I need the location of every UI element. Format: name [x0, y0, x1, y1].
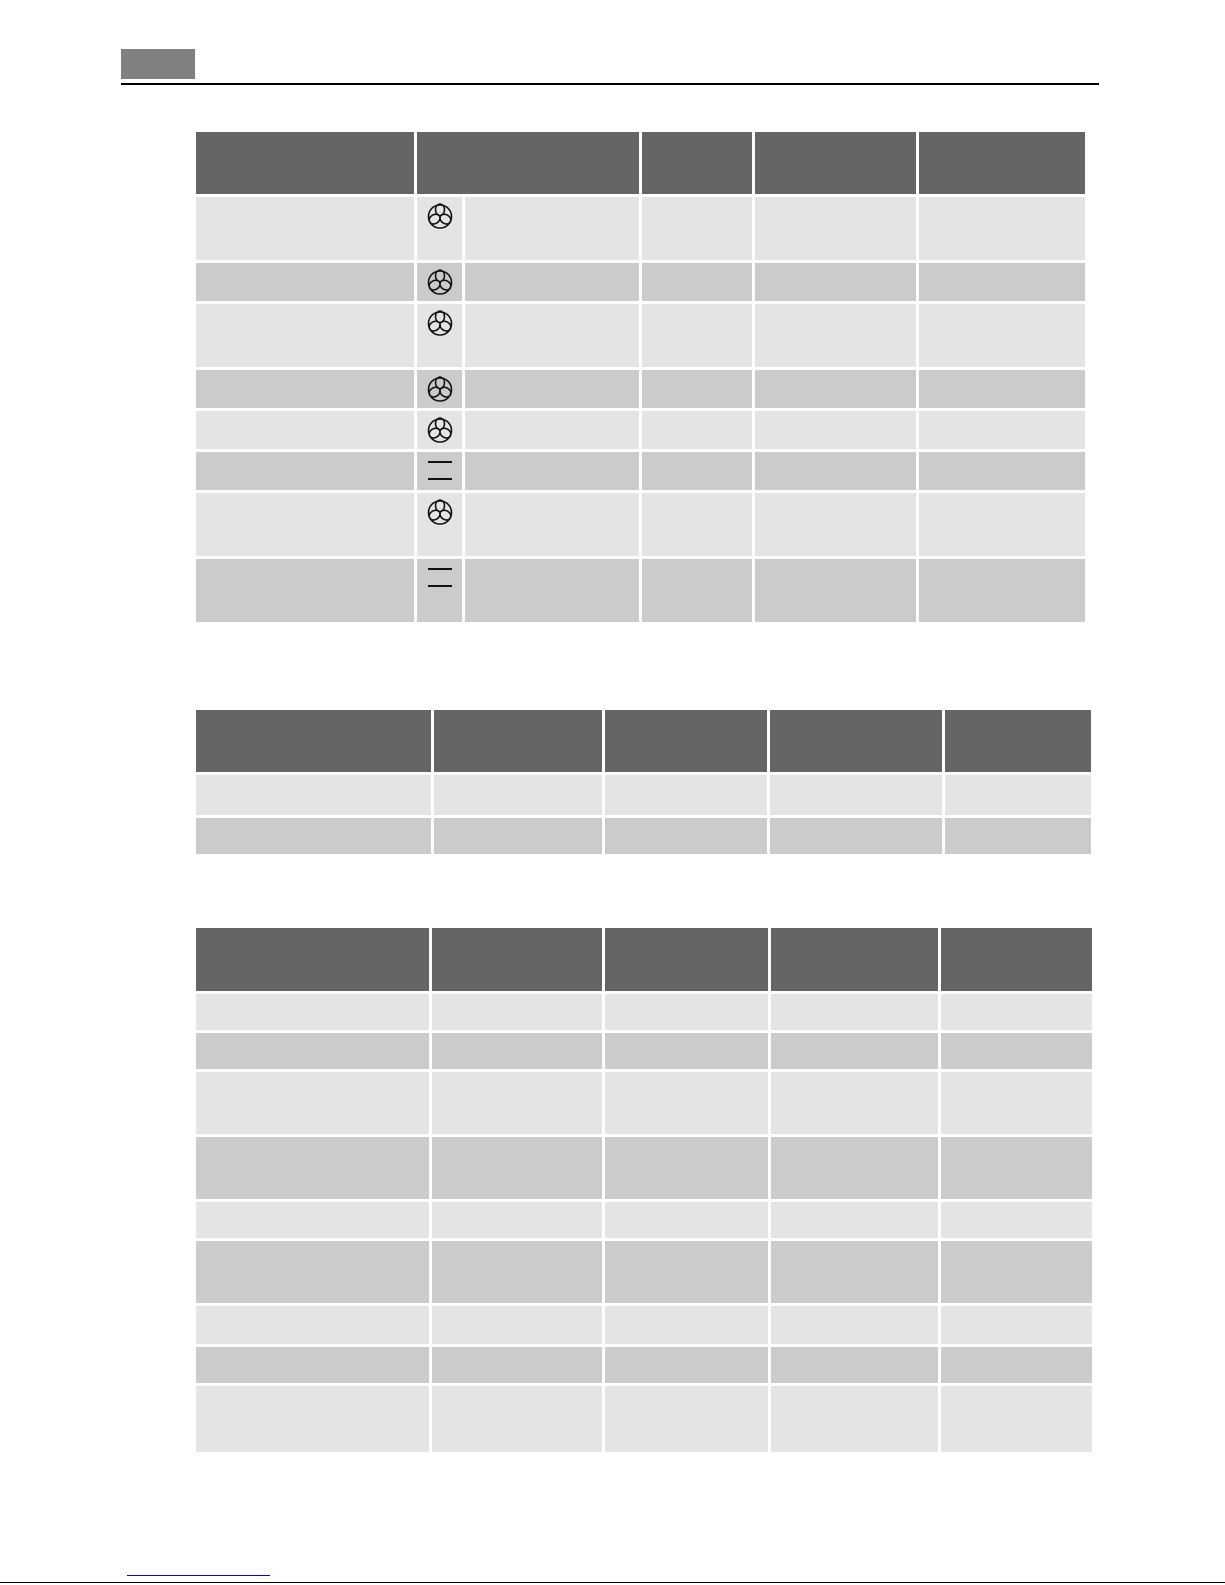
table-cell [941, 1072, 1092, 1134]
fan-icon [425, 374, 455, 404]
table-cell [755, 559, 916, 622]
table-cell [196, 452, 414, 490]
icon-cell [417, 452, 462, 490]
table-cell [941, 1033, 1092, 1069]
table-cell [642, 411, 752, 449]
table-cell [642, 452, 752, 490]
table-cell [771, 1202, 938, 1238]
table-cell [642, 559, 752, 622]
table-cell [196, 1347, 429, 1383]
table-1-header-cell [417, 132, 639, 194]
table-cell [642, 197, 752, 260]
table-row [196, 559, 1085, 622]
table-row [196, 493, 1085, 556]
table-cell [771, 1241, 938, 1303]
table-row [196, 411, 1085, 449]
table-3 [193, 925, 1095, 1455]
table-1-header-cell [196, 132, 414, 194]
table-cell [919, 304, 1085, 367]
table-3-header-cell [771, 928, 938, 991]
table-cell [432, 1347, 602, 1383]
fan-icon [425, 201, 455, 231]
table-cell [941, 1347, 1092, 1383]
table-cell [196, 370, 414, 408]
icon-cell [417, 197, 462, 260]
table-cell [755, 263, 916, 301]
table-cell [196, 1033, 429, 1069]
table-cell [432, 994, 602, 1030]
footer-rule [0, 1582, 1225, 1583]
table-cell [432, 1033, 602, 1069]
table-cell [465, 304, 639, 367]
table-3-header-cell [941, 928, 1092, 991]
table-cell [919, 493, 1085, 556]
table-row [196, 1072, 1092, 1134]
table-cell [642, 370, 752, 408]
table-cell [605, 1347, 768, 1383]
table-cell [196, 263, 414, 301]
table-cell [432, 1072, 602, 1134]
table-2-header-cell [770, 710, 942, 772]
table-cell [196, 1241, 429, 1303]
page-number-tab [121, 49, 195, 79]
table-cell [432, 1386, 602, 1452]
table-cell [941, 1386, 1092, 1452]
table-cell [605, 1241, 768, 1303]
table-cell [196, 493, 414, 556]
table-cell [196, 1202, 429, 1238]
table-cell [755, 411, 916, 449]
table-cell [755, 452, 916, 490]
fan-icon [425, 267, 455, 297]
table-cell [196, 818, 431, 854]
table-2-header-cell [434, 710, 602, 772]
table-cell [196, 1306, 429, 1344]
table-cell [941, 994, 1092, 1030]
table-1 [193, 129, 1088, 625]
table-cell [465, 370, 639, 408]
table-cell [465, 197, 639, 260]
table-cell [919, 452, 1085, 490]
footer-link[interactable] [127, 1575, 270, 1576]
table-cell [605, 1306, 768, 1344]
table-cell [919, 263, 1085, 301]
table-1-header-cell [755, 132, 916, 194]
table-row [196, 197, 1085, 260]
table-cell [919, 411, 1085, 449]
table-cell [755, 370, 916, 408]
table-cell [196, 304, 414, 367]
table-cell [432, 1202, 602, 1238]
table-row [196, 1306, 1092, 1344]
table-cell [196, 775, 431, 815]
table-1-header-cell [919, 132, 1085, 194]
table-cell [465, 452, 639, 490]
table-cell [434, 818, 602, 854]
table-2-header-cell [605, 710, 767, 772]
table-cell [605, 1072, 768, 1134]
table-row [196, 1347, 1092, 1383]
table-2-header-cell [945, 710, 1091, 772]
table-cell [771, 994, 938, 1030]
table-cell [771, 1347, 938, 1383]
table-cell [642, 304, 752, 367]
table-cell [605, 994, 768, 1030]
table-cell [465, 411, 639, 449]
table-cell [605, 1137, 768, 1199]
icon-cell [417, 263, 462, 301]
table-cell [771, 1072, 938, 1134]
icon-cell [417, 370, 462, 408]
table-cell [432, 1137, 602, 1199]
table-cell [196, 1072, 429, 1134]
table-3-header-cell [605, 928, 768, 991]
table-cell [771, 1033, 938, 1069]
table-cell [434, 775, 602, 815]
table-cell [605, 1386, 768, 1452]
table-cell [945, 818, 1091, 854]
table-3-header-cell [196, 928, 429, 991]
table-row [196, 1202, 1092, 1238]
table-cell [919, 559, 1085, 622]
table-cell [196, 1386, 429, 1452]
table-cell [755, 493, 916, 556]
icon-cell [417, 493, 462, 556]
table-cell [755, 197, 916, 260]
table-cell [770, 818, 942, 854]
table-cell [941, 1202, 1092, 1238]
table-cell [771, 1137, 938, 1199]
header-rule [121, 83, 1099, 85]
table-1-header-cell [642, 132, 752, 194]
table-cell [941, 1241, 1092, 1303]
table-cell [755, 304, 916, 367]
table-row [196, 994, 1092, 1030]
fan-icon [425, 415, 455, 445]
table-cell [642, 263, 752, 301]
table-cell [605, 1202, 768, 1238]
table-row [196, 1241, 1092, 1303]
table-cell [770, 775, 942, 815]
table-cell [196, 994, 429, 1030]
table-3-header-cell [432, 928, 602, 991]
table-row [196, 370, 1085, 408]
fan-icon [425, 497, 455, 527]
top-bottom-heat-icon [425, 456, 455, 486]
table-row [196, 304, 1085, 367]
table-cell [941, 1306, 1092, 1344]
table-row [196, 1386, 1092, 1452]
table-row [196, 263, 1085, 301]
icon-cell [417, 559, 462, 622]
table-cell [642, 493, 752, 556]
table-cell [465, 559, 639, 622]
table-cell [919, 197, 1085, 260]
table-cell [196, 559, 414, 622]
icon-cell [417, 304, 462, 367]
table-row [196, 775, 1091, 815]
table-cell [941, 1137, 1092, 1199]
table-cell [432, 1241, 602, 1303]
table-2 [193, 707, 1094, 857]
top-bottom-heat-icon [425, 563, 455, 593]
table-cell [605, 775, 767, 815]
table-cell [432, 1306, 602, 1344]
table-cell [919, 370, 1085, 408]
icon-cell [417, 411, 462, 449]
table-cell [196, 411, 414, 449]
fan-icon [425, 308, 455, 338]
table-cell [605, 818, 767, 854]
table-cell [196, 197, 414, 260]
table-cell [771, 1306, 938, 1344]
table-cell [465, 493, 639, 556]
table-cell [196, 1137, 429, 1199]
table-row [196, 1033, 1092, 1069]
table-cell [605, 1033, 768, 1069]
table-cell [945, 775, 1091, 815]
table-row [196, 818, 1091, 854]
table-row [196, 1137, 1092, 1199]
table-row [196, 452, 1085, 490]
table-2-header-cell [196, 710, 431, 772]
table-cell [465, 263, 639, 301]
table-cell [771, 1386, 938, 1452]
